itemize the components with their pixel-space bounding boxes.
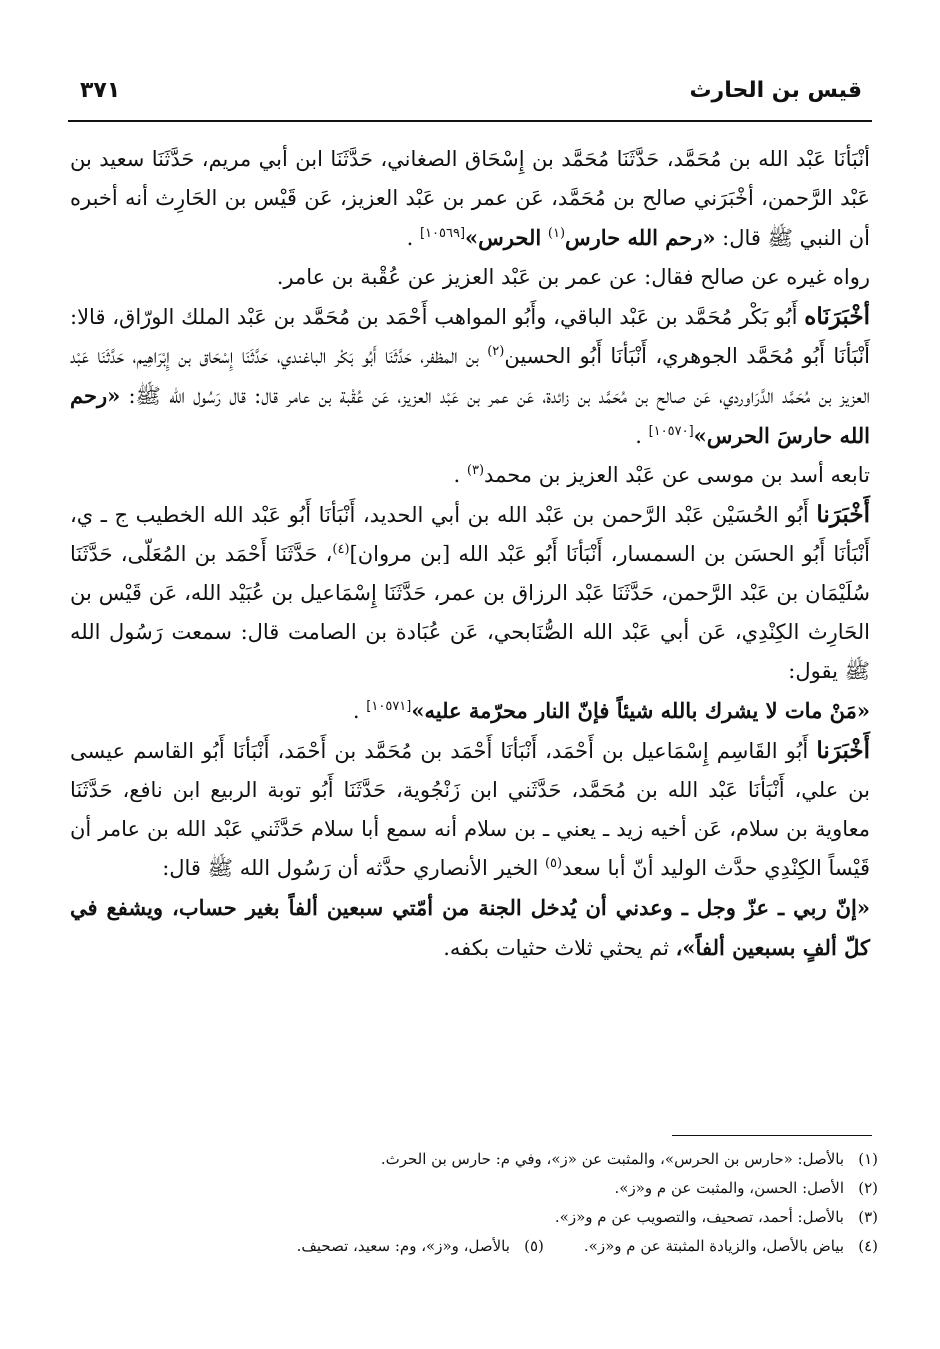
chain-lead-word: أَخْبَرَنا	[816, 501, 870, 528]
paragraph-4	[70, 456, 870, 495]
hadith-text-end: الحرس»	[465, 225, 542, 250]
sentence-end: .	[453, 463, 461, 487]
isnad-text-cont: الخير الأنصاري حدَّثه أن رَسُول الله ﷺ قال:	[162, 856, 539, 880]
hadith-reference: [١٠٥٧١]	[366, 699, 412, 714]
paragraph-6	[70, 691, 870, 731]
footnote-4-5	[70, 1232, 878, 1261]
footnote-text: بياض بالأصل، والزيادة المثبتة عن م و«ز».	[583, 1237, 844, 1255]
sentence-end: .	[352, 699, 360, 723]
hadith-text: «إنّ ربي ـ عزّ وجل ـ وعدني أن يُدخل الجنة من أمّتي سبعين ألفاً بغير حساب، ويشفع في كلّ ألفٍ بسبعين ألفاً»،	[70, 895, 870, 960]
isnad-text: أَبُو القَاسِم إِسْمَاعيل بن أَحْمَد، أَنْبَأنَا أَحْمَد بن مُحَمَّد بن أَحْمَد، أَنْبَأنَا أَبُو القاسم عيسى بن علي، أَنْبَأنَا عَبْد الله بن مُحَمَّد، حَدَّثَني ابن زَنْجُوية، حَدَّثَنَا أَبُو توبة الربيع ابن نافع، حَدَّثَنَا معاوية بن سلام، عَن أخيه زيد ـ يعني ـ بن سلام أنه سمع أبا سلام حَدَّثَني عَبْد الله بن عامر أن قَيْساً الكِنْدِي حدَّث الوليد أنّ أبا سعد	[70, 739, 870, 880]
isnad-text: أنْبَأنَا عَبْد الله بن مُحَمَّد، حَدَّثَنَا مُحَمَّد بن إِسْحَاق الصغاني، حَدَّثَنَا ابن أبي مريم، حَدَّثَنَا سعيد بن عَبْد الرَّحمن، أخْبَرَني صالح بن مُحَمَّد، عَن عمر بن عَبْد العزيز، عَن قَيْس بن الحَارِث أنه أخبره أن النبي ﷺ قال:	[70, 147, 870, 250]
isnad-text-cont: بن المظفر، حَدَّثَنَا أَبُو بَكْر الباغندي، حَدَّثَنَا إِسْحَاق بن إِبْرَاهِيم، حَدَّثَنَا عَبْد العزيز بن مُحَمَّد الدَّرَاوردي، عَن صالح بن مُحَمَّد بن زائدة، عَن عمر بن عَبْد العزيز، عَن عُقْبة بن عامر قال: قال رَسُول الله ﷺ:	[70, 344, 870, 408]
hadith-text: «رحم الله حارس	[565, 225, 716, 250]
paragraph-7	[70, 731, 870, 888]
footnote-mark: (٤)	[332, 542, 350, 557]
paragraph-5	[70, 495, 870, 691]
running-title: قيس بن الحارث	[689, 78, 862, 103]
footnote-mark: (٣)	[466, 463, 485, 478]
footnote-number: (٥)	[524, 1237, 544, 1255]
narration-note: رواه غيره عن صالح فقال: عن عمر بن عَبْد العزيز عن عُقْبة بن عامر.	[276, 265, 870, 289]
footnote-number: (١)	[858, 1150, 878, 1168]
isnad-text: أَبُو الحُسَيْن عَبْد الرَّحمن بن عَبْد الله بن أبي الحديد، أَنْبَأنَا أَبُو عَبْد الله الخطيب ج ـ ي، أَنْبَأنَا أَبُو الحسَن بن السمسار، أَنْبَأنَا أَبُو عَبْد الله [بن مروان]	[70, 503, 871, 566]
footnote-mark: (١)	[547, 226, 566, 241]
chain-lead-word: أخْبَرَنَاه	[804, 303, 870, 330]
isnad-text-cont: ، حَدَّثَنَا أَحْمَد بن المُعَلّى، حَدَّثَنَا سُلَيْمَان بن عَبْد الرَّحمن، حَدَّثَنَا عَبْد الرزاق بن عمر، حَدَّثَنَا إِسْمَاعيل بن عُبَيْد الله، عَن قَيْس بن الحَارِث الكِنْدِي، عَن أبي عَبْد الله الصُّنَابحي، عَن عُبَادة بن الصامت قال: سمعت رَسُول الله ﷺ يقول:	[70, 542, 870, 683]
hadith-text: «رحم الله حارسَ الحرس»	[70, 383, 870, 448]
footnote-number: (٢)	[858, 1179, 878, 1197]
header-rule	[68, 120, 872, 122]
footnote-2	[70, 1174, 878, 1203]
footnote-number: (٤)	[858, 1237, 878, 1255]
isnad-text: أَبُو بَكْر مُحَمَّد بن عَبْد الباقي، وأَبُو المواهب أَحْمَد بن مُحَمَّد بن عَبْد الملك الورّاق، قالا: أَنْبَأنَا أَبُو مُحَمَّد الجوهري، أَنْبَأنَا أَبُو الحسين	[70, 305, 870, 368]
sentence-end: .	[406, 226, 414, 250]
paragraph-8	[70, 888, 870, 968]
hadith-reference: [١٠٥٦٩]	[419, 226, 466, 241]
page-header	[68, 72, 872, 112]
page-number: ٣٧١	[80, 78, 121, 103]
footnotes	[70, 1145, 878, 1261]
footnote-text: الأصل: الحسن، والمثبت عن م و«ز».	[614, 1179, 844, 1197]
paragraph-3	[70, 297, 870, 456]
paragraph-2	[70, 258, 870, 297]
footnote-text: بالأصل، و«ز»، وم: سعيد، تصحيف.	[296, 1237, 510, 1255]
footnote-number: (٣)	[858, 1208, 878, 1226]
footnote-mark: (٥)	[544, 856, 563, 871]
sentence-end: .	[635, 424, 642, 448]
chain-lead-word: أَخْبَرَنا	[816, 737, 870, 764]
footnote-text: بالأصل: أحمد، تصحيف، والتصويب عن م و«ز».	[554, 1208, 844, 1226]
footnote-3	[70, 1203, 878, 1232]
footnote-1	[70, 1145, 878, 1174]
narration-note: تابعه أسد بن موسى عن عَبْد العزيز بن محمد	[484, 463, 870, 487]
footnote-mark: (٢)	[487, 344, 505, 359]
closing-text: ثم يحثي ثلاث حثيات بكفه.	[443, 936, 669, 960]
footnote-rule	[672, 1135, 872, 1136]
main-text	[70, 140, 870, 968]
hadith-reference: [١٠٥٧٠]	[648, 424, 694, 439]
footnote-text: بالأصل: «حارس بن الحرس»، والمثبت عن «ز»، وفي م: حارس بن الحرث.	[380, 1150, 844, 1168]
paragraph-1	[70, 140, 870, 258]
hadith-text: «مَنْ مات لا يشرك بالله شيئاً فإنّ النار محرّمة عليه»	[411, 698, 870, 723]
